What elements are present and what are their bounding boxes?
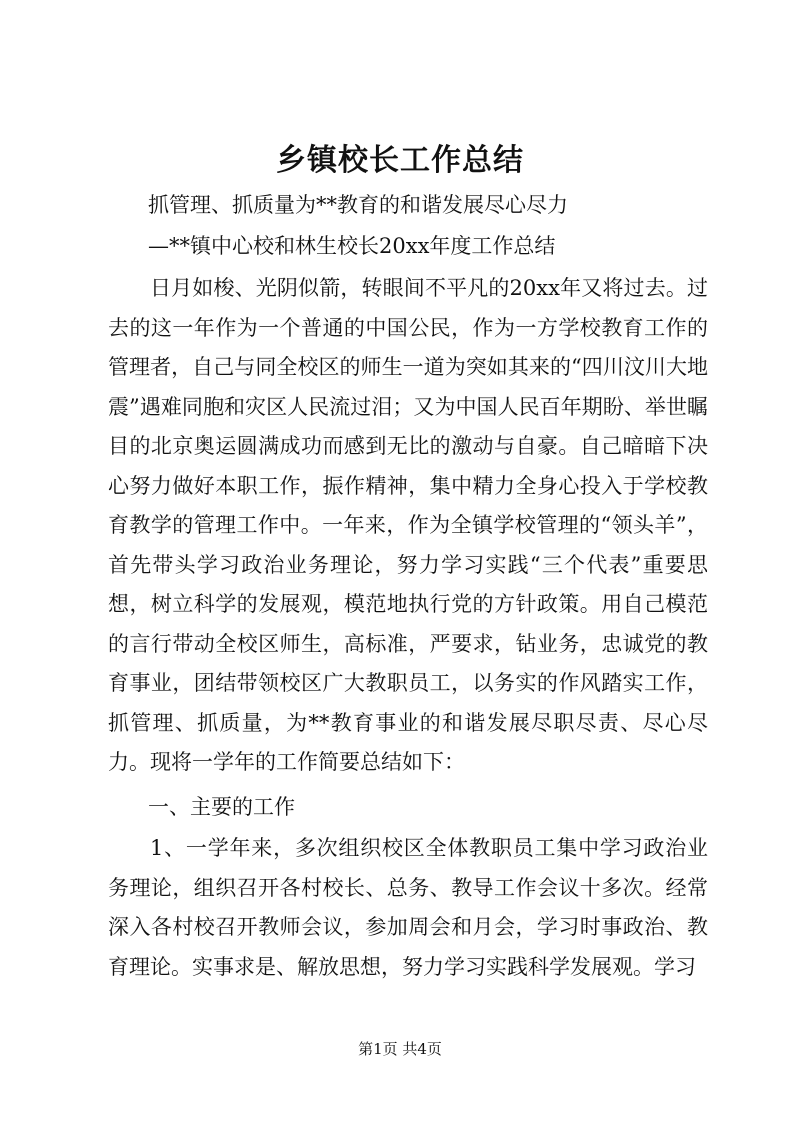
section-heading: 一、主要的工作 — [148, 795, 295, 819]
body-paragraph-2: 1、一学年来，多次组织校区全体教职员工集中学习政治业务理论，组织召开各村校长、总务、教导工作会议十多次。经常深入各村校召开教师会议，参加周会和月会，学习时事政治、教育理论。实事求是、解放思想，努力学习实践科学发展观。学习 — [108, 836, 708, 979]
subtitle-line-1: 抓管理、抓质量为**教育的和谐发展尽心尽力 — [148, 193, 568, 217]
body-paragraph-1: 日月如梭、光阴似箭，转眼间不平凡的20xx年又将过去。过去的这一年作为一个普通的中国公民，作为一方学校教育工作的管理者，自己与同全校区的师生一道为突如其来的“四川汶川大地震”遇难同胞和灾区人民流过泪；又为中国人民百年期盼、举世瞩目的北京奥运圆满成功而感到无比的激动与自豪。自己暗暗下决心努力做好本职工作，振作精神，集中精力全身心投入于学校教育教学的管理工作中。一年来，作为全镇学校管理的“领头羊”，首先带头学习政治业务理论，努力学习实践“三个代表”重要思想，树立科学的发展观，模范地执行党的方针政策。用自己模范的言行带动全校区师生，高标准，严要求，钻业务，忠诚党的教育事业，团结带领校区广大教职员工，以务实的作风踏实工作，抓管理、抓质量，为**教育事业的和谐发展尽职尽责、尽心尽力。现将一学年的工作简要总结如下： — [108, 276, 708, 774]
subtitle-line-2: —**镇中心校和林生校长20xx年度工作总结 — [148, 234, 556, 258]
page-footer: 第1页 共4页 — [358, 1040, 442, 1058]
page-title: 乡镇校长工作总结 — [276, 143, 524, 178]
